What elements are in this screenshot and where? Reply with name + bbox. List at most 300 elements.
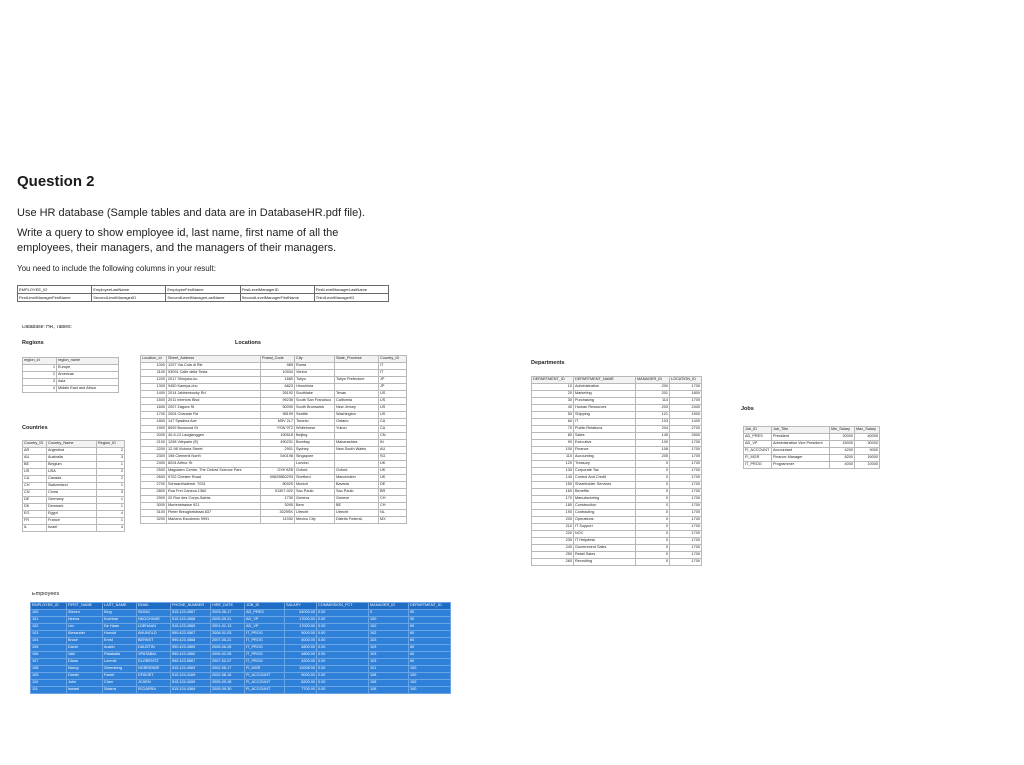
table-row: [532, 391, 702, 398]
table-row: [141, 370, 407, 377]
table-cell: 100: [532, 447, 574, 454]
table-cell: IT: [379, 363, 407, 370]
table-cell: 0: [636, 559, 670, 566]
table-row: [744, 441, 880, 448]
table-cell: Denmark: [47, 504, 97, 511]
table-cell: 4800.00: [285, 652, 317, 659]
table-cell: USA: [47, 469, 97, 476]
table-cell: 2500: [670, 433, 702, 440]
table-cell: 09629850293: [261, 475, 295, 482]
table-cell: Schwanthalerstr. 7031: [167, 482, 261, 489]
table-cell: CA: [23, 476, 47, 483]
table-cell: IT: [574, 419, 636, 426]
table-cell: AD_PRES: [245, 610, 285, 617]
table-cell: 190: [532, 510, 574, 517]
table-row: [532, 433, 702, 440]
table-cell: 0.00: [317, 631, 369, 638]
table-cell: Stretford: [295, 475, 335, 482]
table-cell: VPATABAL: [137, 652, 171, 659]
table-cell: 0: [636, 538, 670, 545]
table-row: [23, 490, 125, 497]
table-cell: 515.124.4269: [171, 680, 211, 687]
table-cell: Kochhar: [103, 617, 137, 624]
table-cell: Austin: [103, 645, 137, 652]
table-cell: London: [295, 461, 335, 468]
table-cell: 0: [369, 610, 409, 617]
table-cell: 1900: [141, 426, 167, 433]
table-cell: NOC: [574, 531, 636, 538]
table-cell: Whitehorse: [295, 426, 335, 433]
table-cell: FI_ACCOUNT: [245, 680, 285, 687]
table-cell: Faviet: [103, 673, 137, 680]
table-cell: Utrecht: [295, 510, 335, 517]
table-cell: Hiroshima: [295, 384, 335, 391]
table-cell: 100: [636, 440, 670, 447]
table-cell: 104: [31, 638, 67, 645]
question-title: Question 2: [17, 173, 95, 190]
table-cell: 1400: [141, 391, 167, 398]
table-cell: 0: [636, 517, 670, 524]
table-cell: 201: [636, 391, 670, 398]
table-cell: Maharashtra: [335, 440, 379, 447]
table-cell: 101: [369, 666, 409, 673]
table-cell: 3: [97, 455, 125, 462]
table-cell: 2005-09-30: [211, 687, 245, 694]
table-row: [31, 687, 451, 694]
table-cell: 180: [532, 503, 574, 510]
column-header: region_id: [23, 358, 57, 365]
table-cell: AU: [23, 455, 47, 462]
table-cell: IT_PROG: [245, 631, 285, 638]
table-cell: 12-98 Victoria Street: [167, 447, 261, 454]
table-cell: 4: [23, 386, 57, 393]
table-cell: Daniel: [67, 673, 103, 680]
table-cell: SKING: [137, 610, 171, 617]
table-cell: 8204 Arthur St: [167, 461, 261, 468]
table-cell: 9702 Chester Road: [167, 475, 261, 482]
table-cell: 2500: [141, 468, 167, 475]
table-cell: DE: [23, 497, 47, 504]
table-cell: 111: [31, 687, 67, 694]
table-cell: Mariano Escobedo 9991: [167, 517, 261, 524]
table-cell: 0.00: [317, 652, 369, 659]
table-row: [31, 673, 451, 680]
table-cell: Magdalen Centre, The Oxford Science Park: [167, 468, 261, 475]
table-row: [532, 517, 702, 524]
table-cell: YSW 9T2: [261, 426, 295, 433]
table-cell: 989: [261, 363, 295, 370]
table-cell: Treasury: [574, 461, 636, 468]
column-header: FIRST_NAME: [67, 603, 103, 610]
table-header-row: [31, 603, 451, 610]
table-header-row: [23, 358, 119, 365]
table-cell: 0.00: [317, 624, 369, 631]
table-cell: Mexico City: [295, 517, 335, 524]
table-cell: 109: [31, 673, 67, 680]
table-cell: Sydney: [295, 447, 335, 454]
table-cell: 1730: [261, 496, 295, 503]
table-cell: NKOCHHAR: [137, 617, 171, 624]
table-cell: Utrecht: [335, 510, 379, 517]
employees-table: [30, 602, 451, 694]
table-cell: 0.00: [317, 680, 369, 687]
table-cell: Administration: [574, 384, 636, 391]
table-cell: OX9 9ZB: [261, 468, 295, 475]
table-cell: 2: [23, 372, 57, 379]
table-cell: 120: [532, 461, 574, 468]
table-cell: 0: [636, 468, 670, 475]
result-column: EMPLOYEE_ID: [18, 286, 92, 294]
table-header-row: [532, 377, 702, 384]
table-cell: 70: [532, 426, 574, 433]
table-row: [31, 631, 451, 638]
table-row: [532, 496, 702, 503]
table-cell: 2: [97, 448, 125, 455]
table-cell: M5V 2L7: [261, 419, 295, 426]
table-row: [532, 545, 702, 552]
table-cell: 1700: [670, 545, 702, 552]
table-cell: 1700: [670, 461, 702, 468]
table-cell: Manchester: [335, 475, 379, 482]
table-cell: 0: [636, 461, 670, 468]
table-cell: 12008.00: [285, 666, 317, 673]
table-cell: 2002-08-16: [211, 673, 245, 680]
table-row: [532, 468, 702, 475]
table-cell: Geneve: [335, 496, 379, 503]
table-cell: Sao Paulo: [295, 489, 335, 496]
table-row: [744, 462, 880, 469]
table-row: [23, 455, 125, 462]
column-header: EMPLOYEE_ID: [31, 603, 67, 610]
question-line-2: Write a query to show employee id, last name, first name of all the: [17, 227, 339, 239]
table-row: [23, 365, 119, 372]
departments-title: Departments: [531, 360, 565, 366]
table-cell: 20: [532, 391, 574, 398]
question-line-4: You need to include the following columns in your result:: [17, 264, 216, 273]
table-cell: New South Wales: [335, 447, 379, 454]
jobs-table: [743, 426, 880, 469]
table-cell: 90: [409, 610, 451, 617]
table-cell: FI_MGR: [744, 455, 772, 462]
table-cell: 1800: [670, 391, 702, 398]
table-cell: South San Francisco: [295, 398, 335, 405]
table-cell: 2700: [670, 426, 702, 433]
table-cell: South Brunswick: [295, 405, 335, 412]
table-row: [31, 638, 451, 645]
table-cell: Purchasing: [574, 398, 636, 405]
table-cell: 1700: [670, 517, 702, 524]
table-cell: ISCIARRA: [137, 687, 171, 694]
table-cell: 100: [409, 687, 451, 694]
table-cell: Programmer: [772, 462, 830, 469]
table-cell: Finance Manager: [772, 455, 830, 462]
result-column: ThirdLevelManagerID: [314, 294, 388, 302]
table-cell: 108: [369, 680, 409, 687]
result-columns-table: [17, 285, 389, 302]
table-cell: 1700: [670, 468, 702, 475]
table-cell: Alexander: [67, 631, 103, 638]
table-row: [744, 455, 880, 462]
table-cell: 205: [636, 454, 670, 461]
column-header: PHONE_NUMBER: [171, 603, 211, 610]
table-row: [23, 511, 125, 518]
table-cell: 1700: [670, 440, 702, 447]
table-cell: 105: [31, 645, 67, 652]
table-row: [23, 448, 125, 455]
table-cell: 101: [31, 617, 67, 624]
table-cell: 0.00: [317, 673, 369, 680]
column-header: MANAGER_ID: [369, 603, 409, 610]
table-cell: [335, 384, 379, 391]
table-cell: Marketing: [574, 391, 636, 398]
table-cell: 200: [636, 384, 670, 391]
table-cell: 160: [532, 489, 574, 496]
table-cell: De Haan: [103, 624, 137, 631]
table-header-row: [141, 356, 407, 363]
employees-title: Employees: [32, 592, 60, 597]
table-cell: Steven: [67, 610, 103, 617]
table-cell: Rua Frei Caneca 1360: [167, 489, 261, 496]
table-cell: 60: [409, 631, 451, 638]
table-cell: 1700: [670, 475, 702, 482]
table-row: [141, 475, 407, 482]
table-cell: FI_ACCOUNT: [245, 673, 285, 680]
table-cell: Sciarra: [103, 687, 137, 694]
table-cell: IT: [379, 370, 407, 377]
table-cell: 0: [636, 552, 670, 559]
column-header: Street_Address: [167, 356, 261, 363]
table-cell: DK: [23, 504, 47, 511]
table-cell: [261, 461, 295, 468]
table-cell: 103: [31, 631, 67, 638]
table-cell: 2100: [141, 440, 167, 447]
table-row: [532, 510, 702, 517]
table-cell: 0: [636, 524, 670, 531]
table-cell: Toronto: [295, 419, 335, 426]
table-cell: AU: [379, 447, 407, 454]
table-cell: 1100: [141, 370, 167, 377]
table-row: [31, 659, 451, 666]
table-cell: 11932: [261, 517, 295, 524]
table-cell: Greenberg: [103, 666, 137, 673]
table-cell: 110: [31, 680, 67, 687]
table-cell: Tokyo: [295, 377, 335, 384]
table-cell: 60: [409, 659, 451, 666]
table-cell: New Jersey: [335, 405, 379, 412]
table-cell: 2003-06-17: [211, 610, 245, 617]
table-row: [23, 386, 119, 393]
column-header: HIRE_DATE: [211, 603, 245, 610]
table-cell: 145: [636, 433, 670, 440]
table-cell: 1700: [141, 412, 167, 419]
table-cell: Ernst: [103, 638, 137, 645]
table-cell: 190518: [261, 433, 295, 440]
table-cell: 3200: [141, 517, 167, 524]
column-header: State_Province: [335, 356, 379, 363]
table-row: [532, 552, 702, 559]
column-header: COMMISSION_PCT: [317, 603, 369, 610]
table-cell: 1700: [670, 454, 702, 461]
table-cell: 590.423.4560: [171, 652, 211, 659]
table-cell: [335, 433, 379, 440]
table-cell: Switzerland: [47, 483, 97, 490]
table-cell: 2014 Jabberwocky Rd: [167, 391, 261, 398]
table-cell: 0.00: [317, 659, 369, 666]
table-cell: BR: [379, 489, 407, 496]
table-cell: Ismael: [67, 687, 103, 694]
table-cell: 6000.00: [285, 638, 317, 645]
table-row: [532, 489, 702, 496]
table-cell: IL: [23, 525, 47, 532]
table-cell: 108: [369, 673, 409, 680]
table-cell: 60: [409, 652, 451, 659]
table-cell: 7700.00: [285, 687, 317, 694]
table-cell: 110: [532, 454, 574, 461]
table-cell: 4: [97, 525, 125, 532]
table-row: [141, 405, 407, 412]
table-row: [532, 475, 702, 482]
table-cell: 90: [532, 440, 574, 447]
table-row: [141, 440, 407, 447]
countries-title: Countries: [22, 425, 48, 431]
table-header-row: [744, 427, 880, 434]
table-cell: 0: [636, 489, 670, 496]
table-cell: Venice: [295, 370, 335, 377]
table-cell: CN: [379, 433, 407, 440]
table-row: [31, 680, 451, 687]
table-cell: Pieter Breughelstraat 837: [167, 510, 261, 517]
table-row: [141, 419, 407, 426]
result-column: EmployeeFirstName: [166, 286, 240, 294]
table-cell: DFAVIET: [137, 673, 171, 680]
table-cell: Australia: [47, 455, 97, 462]
table-cell: US: [379, 412, 407, 419]
column-header: Country_Name: [47, 441, 97, 448]
table-row: [141, 503, 407, 510]
table-cell: 1500: [670, 412, 702, 419]
table-cell: 60: [532, 419, 574, 426]
table-cell: Neena: [67, 617, 103, 624]
table-cell: Singapore: [295, 454, 335, 461]
table-cell: JCHEN: [137, 680, 171, 687]
table-cell: 4800.00: [285, 645, 317, 652]
countries-table: [22, 440, 125, 532]
table-cell: US: [379, 391, 407, 398]
table-cell: Public Relations: [574, 426, 636, 433]
table-cell: 220: [532, 531, 574, 538]
result-columns-row-1: [18, 286, 389, 294]
table-cell: 90: [409, 624, 451, 631]
table-cell: 1700: [670, 503, 702, 510]
table-cell: LDEHAAN: [137, 624, 171, 631]
table-cell: Bruce: [67, 638, 103, 645]
table-cell: 515.123.4567: [171, 610, 211, 617]
table-row: [532, 482, 702, 489]
table-cell: Texas: [335, 391, 379, 398]
column-header: DEPARTMENT_ID: [532, 377, 574, 384]
table-cell: 1: [97, 518, 125, 525]
table-cell: Shareholder Services: [574, 482, 636, 489]
table-cell: 40-5-12 Laogianggen: [167, 433, 261, 440]
table-cell: 9450 Kamiya-cho: [167, 384, 261, 391]
table-cell: 3000: [141, 503, 167, 510]
table-cell: 1800: [141, 419, 167, 426]
table-cell: IN: [379, 440, 407, 447]
table-cell: 6092 Boxwood St: [167, 426, 261, 433]
table-cell: 2200: [141, 447, 167, 454]
table-cell: 1700: [670, 531, 702, 538]
table-cell: 15000: [830, 441, 855, 448]
result-column: SecondLevelManagerFirstName: [240, 294, 314, 302]
table-cell: 0: [636, 531, 670, 538]
table-row: [141, 433, 407, 440]
table-cell: Valli: [67, 652, 103, 659]
table-cell: 2000: [141, 433, 167, 440]
table-cell: 106: [31, 652, 67, 659]
table-cell: [335, 454, 379, 461]
table-cell: 515.123.4569: [171, 624, 211, 631]
table-cell: UK: [379, 468, 407, 475]
table-cell: 140: [532, 475, 574, 482]
table-cell: IT_PROG: [245, 652, 285, 659]
result-column: SecondLevelManagerID: [92, 294, 166, 302]
table-cell: Israel: [47, 525, 97, 532]
column-header: DEPARTMENT_NAME: [574, 377, 636, 384]
table-cell: Seattle: [295, 412, 335, 419]
table-cell: NGREENBE: [137, 666, 171, 673]
table-row: [23, 379, 119, 386]
column-header: Min_Salary: [830, 427, 855, 434]
table-cell: 0.00: [317, 638, 369, 645]
table-row: [532, 454, 702, 461]
table-cell: 4000: [830, 462, 855, 469]
table-cell: 30000: [855, 441, 880, 448]
result-column: FirstLevelManagerFirstName: [18, 294, 92, 302]
table-cell: 98199: [261, 412, 295, 419]
table-row: [141, 510, 407, 517]
table-cell: 107: [31, 659, 67, 666]
table-cell: 103: [369, 645, 409, 652]
table-cell: 1600: [141, 405, 167, 412]
table-cell: 80925: [261, 482, 295, 489]
table-cell: 80: [532, 433, 574, 440]
table-cell: 108: [31, 666, 67, 673]
table-cell: Government Sales: [574, 545, 636, 552]
table-cell: Americas: [57, 372, 119, 379]
result-columns-row-2: [18, 294, 389, 302]
table-cell: 1700: [670, 510, 702, 517]
table-cell: 8200.00: [285, 680, 317, 687]
table-cell: 2901: [261, 447, 295, 454]
table-cell: 0: [636, 503, 670, 510]
table-cell: [335, 370, 379, 377]
table-cell: 1700: [670, 496, 702, 503]
table-cell: Sales: [574, 433, 636, 440]
table-cell: 1700: [670, 552, 702, 559]
column-header: SALARY: [285, 603, 317, 610]
column-header: DEPARTMENT_ID: [409, 603, 451, 610]
table-cell: 1400: [670, 419, 702, 426]
table-cell: Chen: [103, 680, 137, 687]
table-cell: 20000: [830, 434, 855, 441]
table-cell: 30: [532, 398, 574, 405]
table-row: [141, 377, 407, 384]
table-cell: 590.423.4567: [171, 631, 211, 638]
table-cell: Construction: [574, 503, 636, 510]
table-cell: 9000: [855, 448, 880, 455]
table-cell: 100: [409, 680, 451, 687]
table-cell: 1689: [261, 377, 295, 384]
